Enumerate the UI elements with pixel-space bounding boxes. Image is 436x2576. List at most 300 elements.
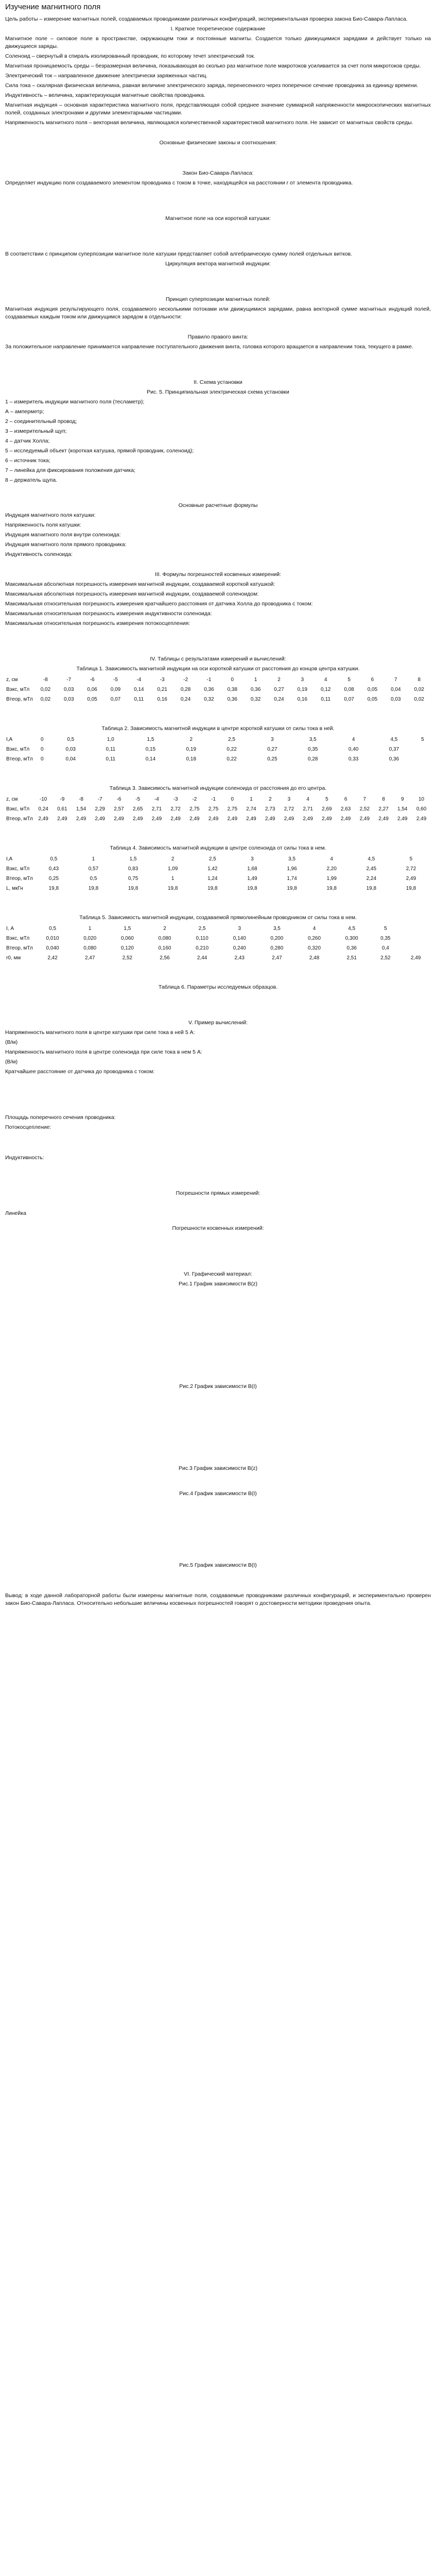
formula-label: Индукция магнитного поля внутри соленоида: <box>5 532 121 538</box>
table-cell: 0,36 <box>389 756 399 762</box>
table-cell: 0,32 <box>204 697 214 702</box>
table-cell: 3 <box>251 856 254 862</box>
row-header: z, см <box>6 796 18 802</box>
example-line: (В/м) <box>5 1039 18 1045</box>
table-cell: 2,49 <box>416 816 427 822</box>
table-cell: 2,49 <box>410 955 421 961</box>
table-cell: 1,09 <box>167 866 178 872</box>
table-row <box>5 754 431 764</box>
table-cell: 0,22 <box>226 756 237 762</box>
table-cell: 2,51 <box>346 955 357 961</box>
table-cell: 0 <box>41 737 44 742</box>
table-cell: 0,35 <box>380 936 391 941</box>
legend-item: 3 – измерительный щуп; <box>5 428 67 434</box>
table-row <box>5 804 431 814</box>
example-line: Напряженность магнитного поля в центре катушки при силе тока в ней 5 А: <box>5 1029 195 1036</box>
table-cell: 2 <box>277 677 281 683</box>
table-cell: -1 <box>211 796 216 802</box>
table-cell: 0,33 <box>348 756 359 762</box>
table-cell: 2,24 <box>366 876 377 882</box>
def-induction: Магнитная индукция – основная характеристика магнитного поля, представляющая собой среднее значение суммарной напряженности микроскопических магнитных полей, созданных электронами и другими элементарными частицами. <box>5 102 431 116</box>
table-cell: 19,8 <box>88 886 99 891</box>
legend-item: А – амперметр; <box>5 409 44 415</box>
table-cell: 1,96 <box>287 866 297 872</box>
table-cell: 0,24 <box>38 806 48 812</box>
table-cell: 2,5 <box>208 856 216 862</box>
table-cell: 1,5 <box>124 926 131 931</box>
table-cell: 2 <box>189 737 193 742</box>
graph-caption: Рис.3 График зависимости B(z) <box>179 1465 257 1471</box>
table-cell: 3 <box>287 796 291 802</box>
superposition-heading: Принцип суперпозиции магнитных полей: <box>165 296 271 302</box>
table-cell: 19,8 <box>326 886 337 891</box>
graph-caption: Рис.2 График зависимости B(I) <box>179 1383 257 1389</box>
table-cell: 0,03 <box>64 697 74 702</box>
setup-heading: II. Схема установки <box>194 379 242 385</box>
table-cell: 2,49 <box>397 816 408 822</box>
table-cell: 0,14 <box>145 756 156 762</box>
def-current-strength: Сила тока – скалярная физическая величина, равная величине электрического заряда, перенесенного через поперечное сечение проводника за единицу времени. <box>5 82 418 89</box>
table-cell: 0,83 <box>128 866 138 872</box>
table-cell: 2,5 <box>228 737 236 742</box>
table-row <box>5 814 431 824</box>
table-row <box>5 874 431 884</box>
row-header: I,А <box>6 856 13 862</box>
table-cell: 8 <box>417 677 421 683</box>
table-cell: 2,48 <box>309 955 320 961</box>
table-cell: 19,8 <box>128 886 138 891</box>
table-cell: 0,5 <box>49 926 57 931</box>
table-cell: 0,27 <box>274 687 284 692</box>
table-cell: 1,54 <box>76 806 86 812</box>
table-cell: 0,12 <box>321 687 331 692</box>
superposition-coil-text: В соответствии с принципом суперпозиции магнитное поле катушки представляет собой алгебраическую сумму полей отдельных витков. <box>5 251 352 257</box>
table-cell: 0,07 <box>110 697 121 702</box>
example-line: Потокосцепление: <box>5 1124 51 1130</box>
table-cell: 2,49 <box>76 816 86 822</box>
table-cell: 19,8 <box>48 886 59 891</box>
row-header: Bтеор, мТл <box>6 945 33 951</box>
table-cell: 2,43 <box>234 955 245 961</box>
table-cell: 5 <box>325 796 328 802</box>
table-cell: 0,03 <box>391 697 401 702</box>
table-cell: 8 <box>382 796 385 802</box>
table-cell: 0,11 <box>321 697 331 702</box>
table-cell: 2,49 <box>265 816 275 822</box>
formulas-heading: Основные расчетные формулы <box>178 502 258 509</box>
biot-savart-heading: Закон Био-Савара-Лапласа: <box>182 170 254 176</box>
table-cell: 0,08 <box>344 687 354 692</box>
table-cell: 3 <box>238 926 241 931</box>
table-cell: -5 <box>135 796 141 802</box>
legend-item: 6 – источник тока; <box>5 457 50 464</box>
table-cell: 0,060 <box>120 936 134 941</box>
table-cell: 1,99 <box>326 876 337 882</box>
row-header: Bтеор, мТл <box>6 697 33 702</box>
table-cell: 0,75 <box>128 876 138 882</box>
table-cell: 2,44 <box>197 955 207 961</box>
row-header: Bэкс, мТл <box>6 866 30 872</box>
table-cell: 2,29 <box>95 806 105 812</box>
table-cell: 2 <box>268 796 272 802</box>
table-cell: 2,5 <box>198 926 206 931</box>
laws-heading: Основные физические законы и соотношения: <box>159 140 277 146</box>
def-field-strength: Напряженность магнитного поля – векторная величина, являющаяся количественной характеристикой магнитного поля. Не зависит от магнитных свойств среды. <box>5 120 413 126</box>
direct-errors-heading: Погрешности прямых измерений: <box>176 1190 260 1196</box>
table-cell: 0 <box>231 796 234 802</box>
table-cell: -5 <box>113 677 118 683</box>
example-line: Площадь поперечного сечения проводника: <box>5 1114 116 1121</box>
table-cell: 3,5 <box>309 737 317 742</box>
table-cell: 0,38 <box>227 687 238 692</box>
table-cell: 2,56 <box>160 955 170 961</box>
table-cell: 0,160 <box>158 945 171 951</box>
table-cell: 2,49 <box>208 816 219 822</box>
table-cell: 0,07 <box>344 697 354 702</box>
table-cell: 1 <box>92 856 95 862</box>
table-row <box>5 884 431 893</box>
table-cell: 6 <box>371 677 374 683</box>
table-cell: 2,57 <box>114 806 124 812</box>
table-cell: 0,57 <box>88 866 99 872</box>
table-cell: 0,11 <box>134 697 144 702</box>
table-cell: 4 <box>324 677 327 683</box>
table-cell: 5 <box>384 926 387 931</box>
table2-title: Таблица 2. Зависимость магнитной индукции в центре короткой катушки от силы тока в ней. <box>101 725 335 732</box>
errors-heading: III. Формулы погрешностей косвенных измерений: <box>154 571 282 578</box>
table-cell: 0,22 <box>226 747 237 752</box>
formula-label: Индуктивность соленоида: <box>5 551 73 557</box>
table-row <box>5 675 431 685</box>
conclusion-text: Вывод: в ходе данной лабораторной работы были измерены магнитные поля, создаваемые проводниками различных конфигураций, и экспериментально проверен закон Био-Савара-Лапласа. Относительно небольшие величины косвенных погрешностей говорят о достоверности методики проведения опыта. <box>5 1592 431 1606</box>
table-cell: 1,24 <box>207 876 218 882</box>
table-cell: 7 <box>363 796 367 802</box>
table-cell: 0,03 <box>65 747 76 752</box>
table-cell: -3 <box>173 796 178 802</box>
table4-title: Таблица 4. Зависимость магнитной индукции в центре соленоида от силы тока в нем. <box>110 845 326 851</box>
table-cell: -8 <box>43 677 48 683</box>
table-cell: 0,40 <box>348 747 359 752</box>
table-cell: 0,36 <box>227 697 238 702</box>
table-row <box>5 934 431 943</box>
table-cell: -3 <box>160 677 165 683</box>
table-cell: 0,28 <box>180 687 191 692</box>
table-row <box>5 924 431 934</box>
table1 <box>5 675 431 704</box>
table-cell: 0,5 <box>50 856 58 862</box>
table-cell <box>414 754 431 764</box>
table-cell: 2,72 <box>284 806 294 812</box>
right-screw-heading: Правило правого винта: <box>187 334 249 340</box>
table-cell: 0,36 <box>346 945 357 951</box>
table-cell: 2 <box>163 926 166 931</box>
row-header: z, см <box>6 677 18 683</box>
table-cell: 0,14 <box>134 687 144 692</box>
example-line: Напряженность магнитного поля в центре соленоида при силе тока в нем 5 А: <box>5 1049 202 1055</box>
table-cell: 0,32 <box>250 697 261 702</box>
table-cell: 0,05 <box>87 697 97 702</box>
table-cell: 0,320 <box>308 945 321 951</box>
table-cell: 19,8 <box>287 886 297 891</box>
table-cell: 2,20 <box>326 866 337 872</box>
table1-title: Таблица 1. Зависимость магнитной индукции на оси короткой катушки от расстояния до концов центра катушки. <box>76 666 360 672</box>
table-cell: 0,11 <box>106 756 116 762</box>
example-heading: V. Пример вычислений: <box>188 1020 248 1026</box>
table-row <box>5 943 431 953</box>
table-cell: 2,52 <box>359 806 370 812</box>
table-cell: 2,49 <box>114 816 124 822</box>
table-cell: 3 <box>301 677 304 683</box>
table-cell: 2,49 <box>132 816 143 822</box>
table-cell: 0,21 <box>157 687 167 692</box>
table-cell: 2,49 <box>378 816 389 822</box>
table-cell: 0,5 <box>67 737 75 742</box>
table-cell: -7 <box>66 677 72 683</box>
table-cell: 19,8 <box>167 886 178 891</box>
example-line: (В/м) <box>5 1059 18 1065</box>
table-cell: 19,8 <box>366 886 377 891</box>
table-cell: 2,71 <box>303 806 313 812</box>
row-header: Bтеор, мТл <box>6 756 33 762</box>
example-line: Кратчайшее расстояние от датчика до проводника с током: <box>5 1069 155 1075</box>
def-magnetic-field: Магнитное поле – силовое поле в пространстве, окружающем токи и постоянные магниты. Создается только движущимися зарядами и действует только на движущиеся заряды. <box>5 36 431 49</box>
row-header: Bэкс, мТл <box>6 687 30 692</box>
table-cell: 2,49 <box>189 816 200 822</box>
table-cell: 7 <box>394 677 397 683</box>
table-cell: 0,24 <box>180 697 191 702</box>
table-cell: 0,02 <box>414 697 424 702</box>
table-cell: 0,02 <box>40 687 51 692</box>
biot-savart-text: Определяет индукцию поля создаваемого элементом проводника с током в точке, находящейся на расстоянии r от элемента проводника. <box>5 180 353 186</box>
table4 <box>5 854 431 893</box>
table-cell: 0,24 <box>274 697 284 702</box>
figure-caption: Рис. 5. Принципиальная электрическая схема установки <box>147 389 289 395</box>
table-cell: 4,5 <box>368 856 375 862</box>
table-row <box>5 854 431 864</box>
error-item: Максимальная относительная погрешность измерения индуктивности соленоида: <box>5 611 212 617</box>
table-cell: 0,61 <box>57 806 67 812</box>
table-cell: 2,49 <box>359 816 370 822</box>
table-row <box>5 694 431 704</box>
table-cell: 2,49 <box>95 816 105 822</box>
table-cell: 0,25 <box>48 876 59 882</box>
table-cell: -2 <box>192 796 197 802</box>
graphics-heading: VI. Графический материал: <box>184 1271 252 1277</box>
def-solenoid: Соленоид – свернутый в спираль изолированный проводник, по которому течет электрический ток. <box>5 53 255 59</box>
table-cell: -6 <box>90 677 95 683</box>
table-cell: 0,35 <box>308 747 318 752</box>
table-cell: 2,49 <box>303 816 313 822</box>
table-cell: 0,05 <box>367 697 378 702</box>
table-cell: -4 <box>154 796 159 802</box>
table-cell: 0,080 <box>83 945 97 951</box>
table-cell: 0,040 <box>46 945 59 951</box>
table-cell: 0,36 <box>250 687 261 692</box>
table-cell: -9 <box>60 796 65 802</box>
table-cell: 2,75 <box>227 806 238 812</box>
table-cell: 4 <box>330 856 333 862</box>
table-cell: 0,260 <box>308 936 321 941</box>
table-cell: 0,36 <box>204 687 214 692</box>
table-cell: 2,52 <box>122 955 133 961</box>
row-header: Bтеор, мТл <box>6 876 33 882</box>
table-cell: -6 <box>116 796 121 802</box>
table-cell: 1 <box>250 796 253 802</box>
legend-item: 2 – соединительный провод; <box>5 418 77 425</box>
table-cell: 2,74 <box>246 806 256 812</box>
table-cell: 4 <box>306 796 309 802</box>
table-cell: 4,5 <box>348 926 356 931</box>
table-cell: -2 <box>183 677 188 683</box>
table-cell: 2 <box>171 856 175 862</box>
row-header: Bэкс, мТл <box>6 936 30 941</box>
table-cell: 2,47 <box>272 955 282 961</box>
table-cell: 0,04 <box>391 687 401 692</box>
table-cell: 10 <box>418 796 425 802</box>
table-cell: 0,16 <box>297 697 308 702</box>
table-cell: 0 <box>231 677 234 683</box>
table-cell: 2,49 <box>340 816 351 822</box>
error-item: Максимальная абсолютная погрешность измерения магнитной индукции, создаваемой короткой катушкой: <box>5 581 275 587</box>
def-current: Электрический ток – направленное движение электрически заряженных частиц. <box>5 73 208 79</box>
goal-text: Цель работы – измерение магнитных полей, создаваемых проводниками различных конфигураций, экспериментальная проверка закона Био-Савара-Лапласа. <box>5 16 408 22</box>
error-item: Максимальная относительная погрешность измерения кратчайшего расстояния от датчика Холла до проводника с током: <box>5 601 313 607</box>
table3-title: Таблица 3. Зависимость магнитной индукции соленоида от расстояния до его центра. <box>109 785 327 791</box>
table-cell: -8 <box>79 796 83 802</box>
table-cell: -7 <box>97 796 102 802</box>
table-cell: 0,210 <box>196 945 209 951</box>
table-cell: 1,74 <box>287 876 297 882</box>
table-cell <box>414 744 431 754</box>
def-permeability: Магнитная проницаемость среды – безразмерная величина, показывающая во сколько раз магнитное поле макротоков усиливается за счет поля микротоков среды. <box>5 63 421 69</box>
table-cell: 2,65 <box>132 806 143 812</box>
graph-caption: Рис.4 График зависимости B(I) <box>179 1490 257 1497</box>
formula-label: Индукция магнитного поля прямого проводника: <box>5 541 127 548</box>
table-cell: 0,280 <box>270 945 284 951</box>
short-coil-heading: Магнитное поле на оси короткой катушки: <box>165 215 271 222</box>
table-cell: 1 <box>254 677 257 683</box>
table-cell: 2,49 <box>406 876 416 882</box>
table-row <box>5 794 431 804</box>
table-cell: 0,60 <box>416 806 427 812</box>
table-cell: 1,5 <box>147 737 154 742</box>
table6-title: Таблица 6. Параметры исследуемых образцов. <box>158 984 278 990</box>
table-cell: 0,240 <box>233 945 246 951</box>
table-cell: 19,8 <box>247 886 257 891</box>
table-row <box>5 864 431 874</box>
table-cell: 0 <box>41 756 44 762</box>
table-cell: 2,42 <box>47 955 58 961</box>
table-cell: 0,010 <box>46 936 59 941</box>
tables-heading: IV. Таблицы с результатами измерений и вычислений: <box>150 656 286 662</box>
example-line: Индуктивность: <box>5 1155 44 1161</box>
legend-list <box>5 398 431 484</box>
table-cell: 2,72 <box>170 806 181 812</box>
row-header: I,А <box>6 737 13 742</box>
table-cell: -4 <box>136 677 142 683</box>
table-cell: 1,42 <box>207 866 218 872</box>
legend-item: 5 – исследуемый объект (короткая катушка, прямой проводник, соленоид); <box>5 448 194 454</box>
table-cell: 0,37 <box>389 747 399 752</box>
table-cell: 1 <box>88 926 92 931</box>
indirect-errors-heading: Погрешности косвенных измерений: <box>172 1225 264 1231</box>
table-cell: 0,19 <box>186 747 197 752</box>
table-cell: 0,43 <box>48 866 59 872</box>
table-cell: 4,5 <box>390 737 398 742</box>
table-cell: 0,200 <box>270 936 284 941</box>
table-cell: 0,04 <box>65 756 76 762</box>
table-cell: 0,16 <box>157 697 167 702</box>
table-cell: 2,75 <box>208 806 219 812</box>
table-cell: 2,49 <box>57 816 67 822</box>
table-row <box>5 744 431 754</box>
table-cell: 1,5 <box>129 856 137 862</box>
table-cell: 0,4 <box>381 945 389 951</box>
table-cell: 0,18 <box>186 756 197 762</box>
table-cell: 2,49 <box>170 816 181 822</box>
table-cell: 0,140 <box>233 936 246 941</box>
row-header: I, А <box>6 926 14 931</box>
table-cell: 19,8 <box>406 886 416 891</box>
graph-caption: Рис.1 График зависимости B(z) <box>179 1281 257 1287</box>
row-header: Bэкс, мТл <box>6 806 30 812</box>
error-item: Максимальная относительная погрешность измерения потокосцепления: <box>5 620 190 626</box>
table-cell: 2,63 <box>340 806 351 812</box>
row-header: r0, мм <box>6 955 21 961</box>
table-cell: 2,49 <box>246 816 256 822</box>
row-header: Bэкс, мТл <box>6 747 30 752</box>
circulation-heading: Циркуляция вектора магнитной индукции: <box>165 261 271 267</box>
table-cell: 5 <box>421 737 424 742</box>
table-cell: 2,49 <box>151 816 162 822</box>
table-row <box>5 953 431 963</box>
graph-caption: Рис.5 График зависимости B(I) <box>179 1562 257 1568</box>
table-cell: -10 <box>39 796 47 802</box>
table-cell: 2,73 <box>265 806 275 812</box>
table-cell: 2,52 <box>380 955 391 961</box>
legend-item: 1 – измеритель индукции магнитного поля (тесламетр); <box>5 399 145 405</box>
formula-label: Индукция магнитного поля катушки: <box>5 512 96 518</box>
table2 <box>5 735 431 764</box>
table-cell: 1 <box>171 876 175 882</box>
table-cell: 2,72 <box>406 866 416 872</box>
table-cell: 6 <box>344 796 347 802</box>
table-cell: 0,02 <box>40 697 51 702</box>
table-cell: 0,09 <box>110 687 121 692</box>
table-cell: 0,15 <box>145 747 156 752</box>
table-cell: 1,54 <box>397 806 408 812</box>
table-cell: 2,75 <box>189 806 200 812</box>
table-cell: 2,49 <box>284 816 294 822</box>
table3 <box>5 794 431 824</box>
table-cell: 2,49 <box>322 816 332 822</box>
table-cell: 0,06 <box>87 687 97 692</box>
table-cell: 2,45 <box>366 866 377 872</box>
table-cell: 1,49 <box>247 876 257 882</box>
table-cell: 0,110 <box>196 936 208 941</box>
table-cell: 2,47 <box>84 955 95 961</box>
table-cell: 0,120 <box>120 945 134 951</box>
table-cell: 5 <box>347 677 351 683</box>
row-header: L, мкГн <box>6 886 23 891</box>
table-cell: 5 <box>409 856 413 862</box>
document-title: Изучение магнитного поля <box>5 3 101 11</box>
table-row <box>5 685 431 694</box>
legend-item: 8 – держатель щупа. <box>5 477 58 483</box>
table-cell: 0,25 <box>267 756 277 762</box>
table-cell: 2,49 <box>38 816 48 822</box>
legend-item: 7 – линейка для фиксирования положения датчика; <box>5 467 135 473</box>
